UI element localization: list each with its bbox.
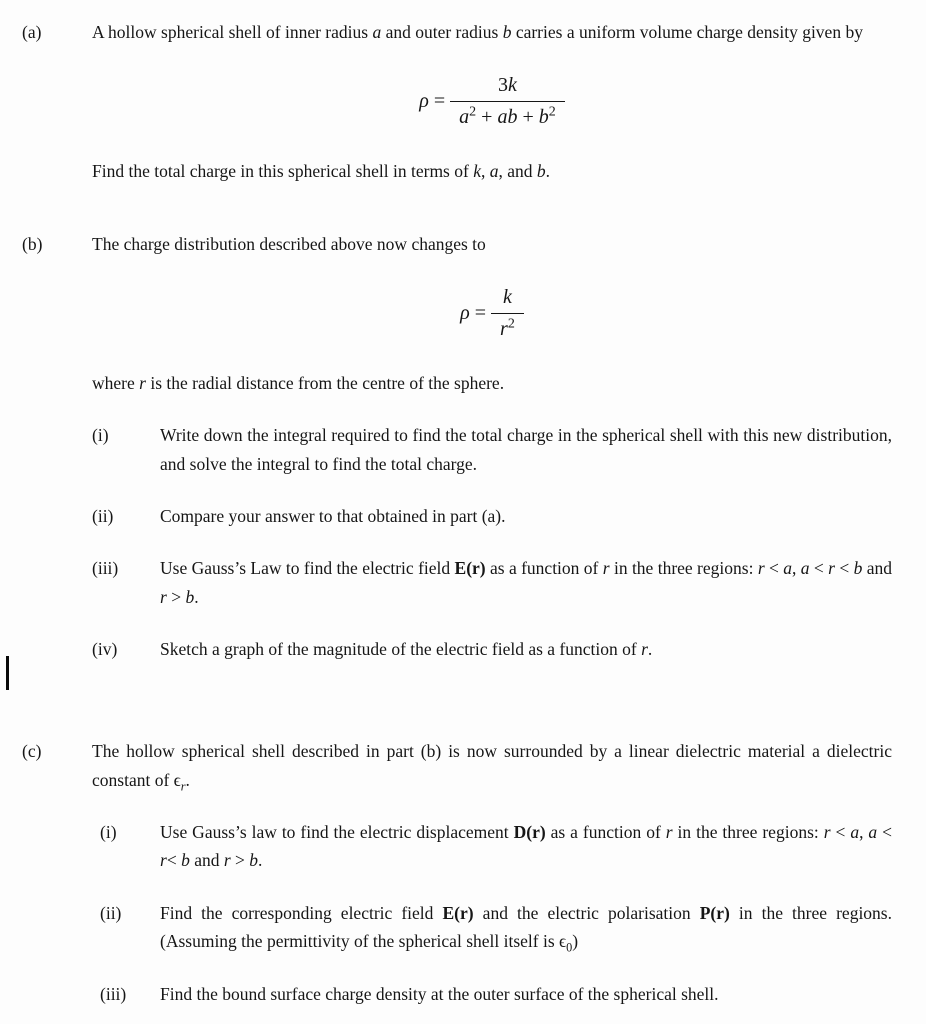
part-c-item-iii-label xyxy=(92,980,160,1008)
part-b-item-i-label-text: (i) xyxy=(92,425,109,446)
part-c-item-i-text: Use Gauss’s law to find the electric displacement D(r) as a function of r in the three regions: r < a, a < r< b and r > b. xyxy=(160,822,892,871)
part-c-item-iii-label-text: (iii) xyxy=(100,983,127,1004)
equation-1-fraction xyxy=(450,73,565,130)
part-a-intro-paragraph: A hollow spherical shell of inner radius a and outer radius b carries a uniform volume charge density given by xyxy=(92,22,863,42)
equation-2-numerator: k xyxy=(503,286,512,309)
part-b-item-iv-text: Sketch a graph of the magnitude of the electric field as a function of r. xyxy=(160,639,653,660)
part-b-item-iii-label xyxy=(92,554,160,611)
part-b-item-i-text: Write down the integral required to find the total charge in the spherical shell with this new distribution, and solve the integral to find the total charge. xyxy=(160,425,892,474)
part-b-item-ii xyxy=(92,502,892,530)
part-b-item-iii-text: Use Gauss’s Law to find the electric field E(r) as a function of r in the three regions: r < a, a < r < b and r > b. xyxy=(160,558,892,607)
part-c-item-iii xyxy=(92,980,892,1008)
part-a-label xyxy=(22,18,92,186)
part-b-body xyxy=(92,230,892,664)
part-c-item-i-label-text: (i) xyxy=(100,822,117,843)
equation-2-denominator: $r^2$ xyxy=(491,313,524,342)
part-c-item-i-label xyxy=(92,818,160,875)
part-c-item-ii-label-text: (ii) xyxy=(100,902,122,923)
equation-1-denominator: $a^2$ + ab + $b^2$ xyxy=(450,101,565,130)
part-c-item-ii-text: Find the corresponding electric field E(r) and the electric polarisation P(r) in the three regions. (Assuming the permittivity of the spherical shell itself is $\epsilon_0$) xyxy=(160,902,892,955)
part-c-item-iii-text: Find the bound surface charge density at the outer surface of the spherical shell. xyxy=(160,983,719,1004)
equation-charge-density-2 xyxy=(92,285,892,342)
part-c-item-i xyxy=(92,818,892,875)
part-c xyxy=(22,737,892,1007)
part-b-item-iii-label-text: (iii) xyxy=(92,558,119,579)
part-a-body xyxy=(92,18,892,186)
part-a-label-text: (a) xyxy=(22,22,42,42)
part-b-item-iv-label-text: (iv) xyxy=(92,639,118,660)
equation-charge-density-1 xyxy=(92,73,892,130)
part-b-item-i xyxy=(92,421,892,478)
equation-1-lhs: ρ = xyxy=(419,90,446,113)
part-c-intro-paragraph: The hollow spherical shell described in part (b) is now surrounded by a linear dielectric material a dielectric constant of $\epsilon_r$. xyxy=(92,741,892,794)
part-b-item-iv-label xyxy=(92,635,160,663)
equation-2-lhs: ρ = xyxy=(460,302,487,325)
part-c-label xyxy=(22,737,92,1007)
part-b-item-i-label xyxy=(92,421,160,478)
part-b-item-ii-text: Compare your answer to that obtained in part (a). xyxy=(160,506,506,527)
part-b-label xyxy=(22,230,92,664)
part-b-item-ii-label xyxy=(92,502,160,530)
part-a-find-paragraph: Find the total charge in this spherical shell in terms of k, a, and b. xyxy=(92,161,551,182)
part-b xyxy=(22,230,892,664)
part-c-body xyxy=(92,737,892,1007)
part-b-item-iii xyxy=(92,554,892,611)
part-c-label-text: (c) xyxy=(22,741,42,762)
part-b-intro-paragraph: The charge distribution described above now changes to xyxy=(92,233,486,254)
part-c-item-ii xyxy=(92,899,892,956)
part-b-item-iv xyxy=(92,635,892,663)
stray-cursor-mark xyxy=(6,656,9,690)
equation-2-fraction xyxy=(491,285,524,342)
part-b-item-ii-label-text: (ii) xyxy=(92,506,114,527)
part-c-item-ii-label xyxy=(92,899,160,956)
part-a xyxy=(22,18,892,186)
part-b-where-paragraph: where r is the radial distance from the centre of the sphere. xyxy=(92,373,505,394)
equation-1-numerator: 3k xyxy=(497,74,517,97)
part-b-label-text: (b) xyxy=(22,233,43,254)
